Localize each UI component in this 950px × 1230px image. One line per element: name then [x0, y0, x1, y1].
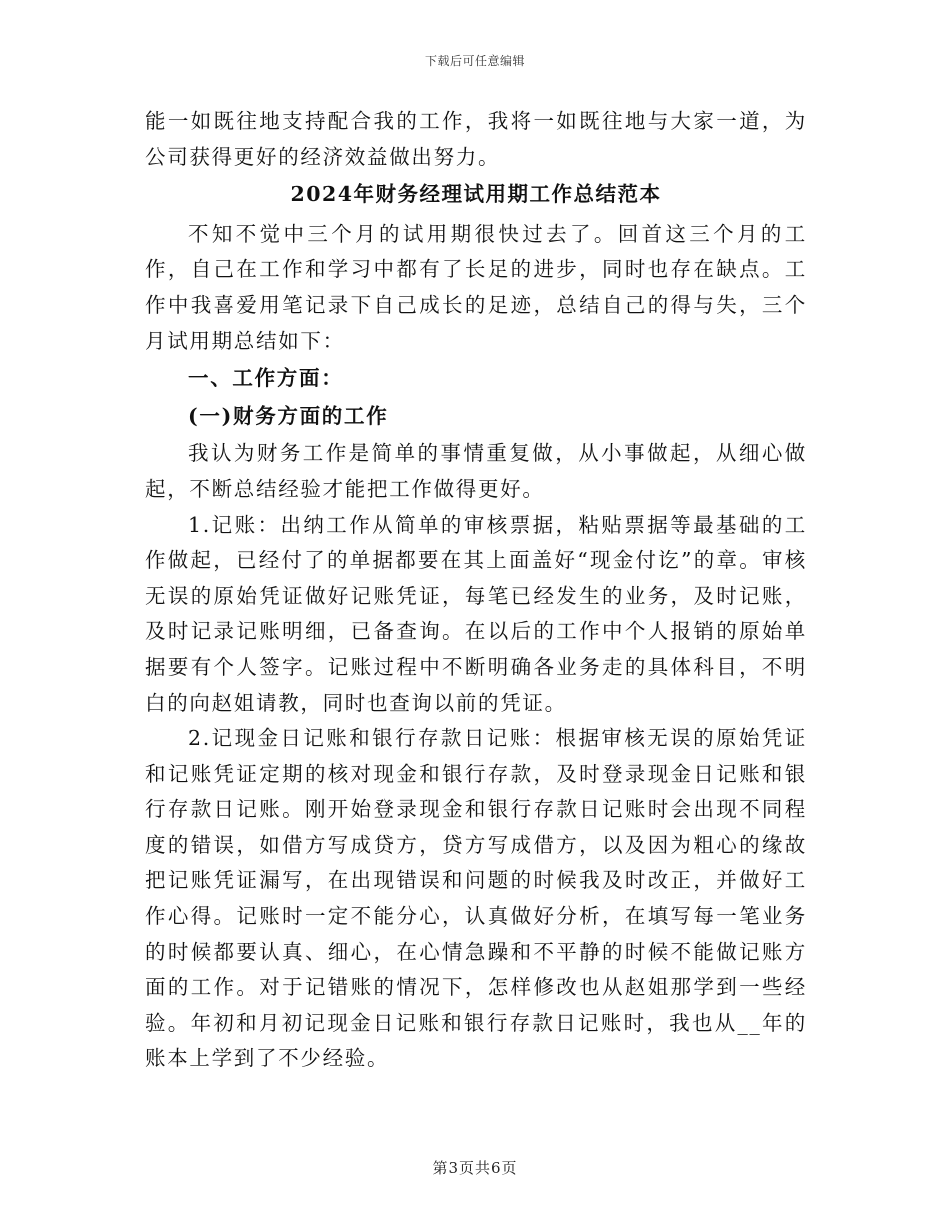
view-paragraph: 我认为财务工作是简单的事情重复做，从小事做起，从细心做起，不断总结经验才能把工作做得更好。	[145, 441, 807, 501]
journal-paragraph: 2.记现金日记账和银行存款日记账：根据审核无误的原始凭证和记账凭证定期的核对现金和银行存款，及时登录现金日记账和银行存款日记账。刚开始登录现金和银行存款日记账时会出现不同程度的错误，如借方写成贷方，贷方写成借方，以及因为粗心的缘故把记账凭证漏写，在出现错误和问题的时候我及时改正，并做好工作心得。记账时一定不能分心，认真做好分析，在填写每一笔业务的时候都要认真、细心，在心情急躁和不平静的时候不能做记账方面的工作。对于记错账的情况下，怎样修改也从赵姐那学到一些经验。年初和月初记现金日记账和银行存款日记账时，我也从__年的账本上学到了不少经验。	[145, 726, 807, 1071]
section-heading: 一、工作方面：	[188, 366, 344, 391]
document-title: 2024年财务经理试用期工作总结范本	[290, 182, 662, 207]
intro-paragraph: 不知不觉中三个月的试用期很快过去了。回首这三个月的工作，自己在工作和学习中都有了长足的进步，同时也存在缺点。工作中我喜爱用笔记录下自己成长的足迹，总结自己的得与失，三个月试用期总结如下：	[145, 221, 807, 353]
page-number: 第3页共6页	[432, 1159, 518, 1177]
continuation-paragraph: 能一如既往地支持配合我的工作，我将一如既往地与大家一道，为公司获得更好的经济效益做出努力。	[145, 109, 807, 169]
subsection-heading: (一)财务方面的工作	[188, 403, 389, 428]
page-header: 下载后可任意编辑	[424, 54, 525, 68]
bookkeeping-paragraph: 1.记账：出纳工作从简单的审核票据，粘贴票据等最基础的工作做起，已经付了的单据都要在其上面盖好“现金付讫”的章。审核无误的原始凭证做好记账凭证，每笔已经发生的业务，及时记账，及时记录记账明细，已备查询。在以后的工作中个人报销的原始单据要有个人签字。记账过程中不断明确各业务走的具体科目，不明白的向赵姐请教，同时也查询以前的凭证。	[145, 512, 807, 715]
document-body	[145, 104, 807, 1077]
